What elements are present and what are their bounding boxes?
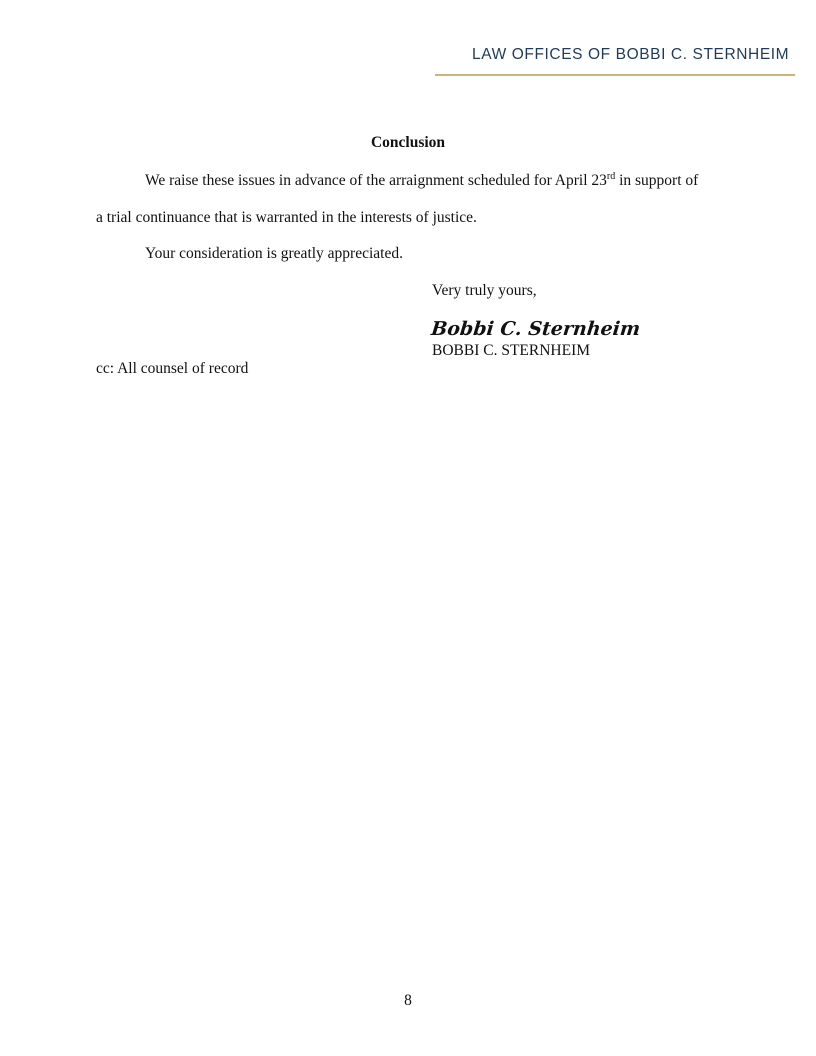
letterhead-rule [435,74,795,76]
paragraph-1-line-1 [145,172,698,190]
ordinal-superscript: rd [606,171,616,182]
page-number: 8 [404,992,412,1009]
handwritten-signature [430,313,642,343]
firm-name: LAW OFFICES OF BOBBI C. STERNHEIM [472,46,790,63]
cc-line: cc: All counsel of record [96,360,249,377]
paragraph-2: Your consideration is greatly appreciated. [145,245,403,262]
svg-text:Bobbi C. Sternheim: Bobbi C. Sternheim [430,318,642,340]
paragraph-1-text-before: We raise these issues in advance of the arraignment scheduled for April 23 [145,172,607,189]
section-heading: Conclusion [370,134,446,151]
signatory-name: BOBBI C. STERNHEIM [432,342,591,359]
paragraph-1-line-2: a trial continuance that is warranted in the interests of justice. [96,209,477,226]
paragraph-1-text-after: in support of [615,172,699,189]
salutation: Very truly yours, [432,282,537,299]
